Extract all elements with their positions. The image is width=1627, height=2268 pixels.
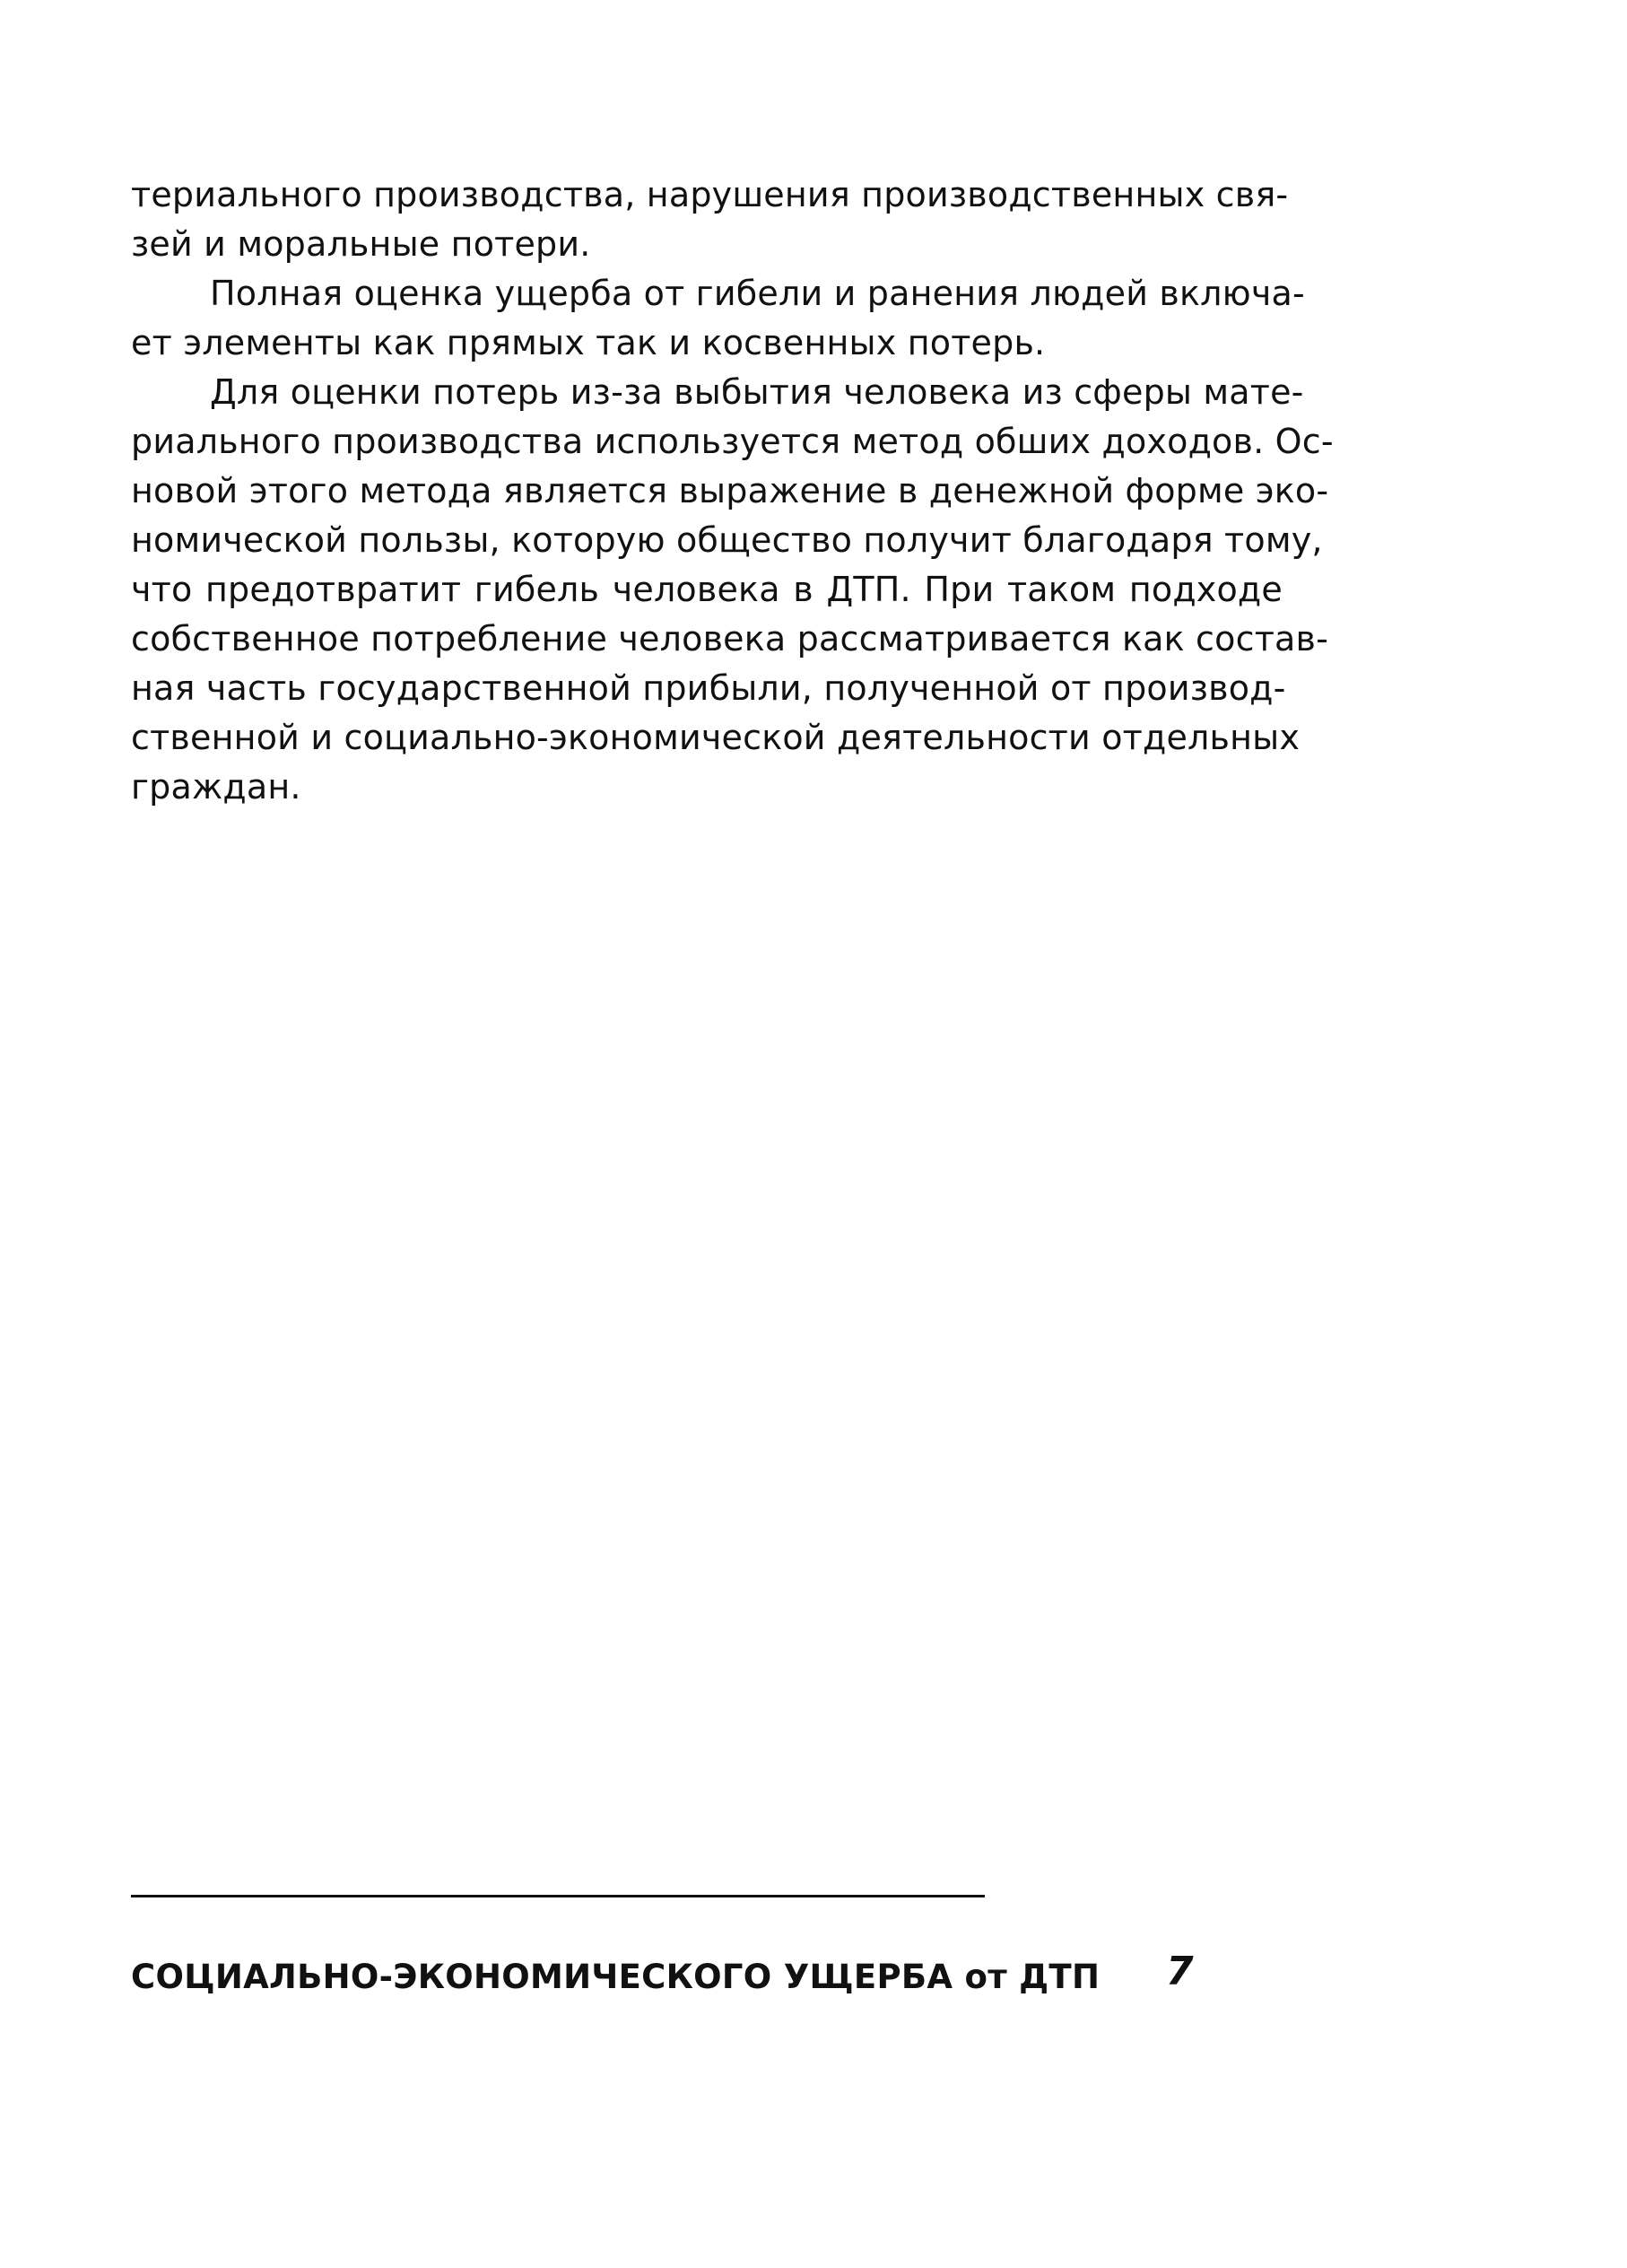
text-line: граждан. xyxy=(131,767,301,807)
footer-rule xyxy=(131,1895,985,1897)
text-line: ная часть государственной прибыли, полученной от производ- xyxy=(131,668,1286,708)
text-line: ет элементы как прямых так и косвенных потерь. xyxy=(131,323,1046,362)
body-text xyxy=(131,170,1334,812)
text-line: риального производства используется метод обших доходов. Ос- xyxy=(131,422,1334,461)
text-line: собственное потребление человека рассматривается как состав- xyxy=(131,619,1329,659)
text-line: зей и моральные потери. xyxy=(131,224,591,264)
text-line: что предотвратит гибель человека в ДТП. При таком подходе xyxy=(131,570,1283,609)
running-footer-title: СОЦИАЛЬНО-ЭКОНОМИЧЕСКОГО УЩЕРБА от ДТП xyxy=(131,1958,1101,1996)
text-line: номической пользы, которую общество получит благодаря тому, xyxy=(131,520,1323,560)
text-line: Для оценки потерь из-за выбытия человека из сферы мате- xyxy=(210,372,1304,412)
text-line: Полная оценка ущерба от гибели и ранения людей включа- xyxy=(210,274,1305,313)
text-line: ственной и социально-экономической деятельности отдельных xyxy=(131,718,1301,757)
text-line: новой этого метода является выражение в денежной форме эко- xyxy=(131,471,1329,510)
text-line: териального производства, нарушения производственных свя- xyxy=(131,175,1289,214)
page-number: 7 xyxy=(1166,1949,1194,1994)
